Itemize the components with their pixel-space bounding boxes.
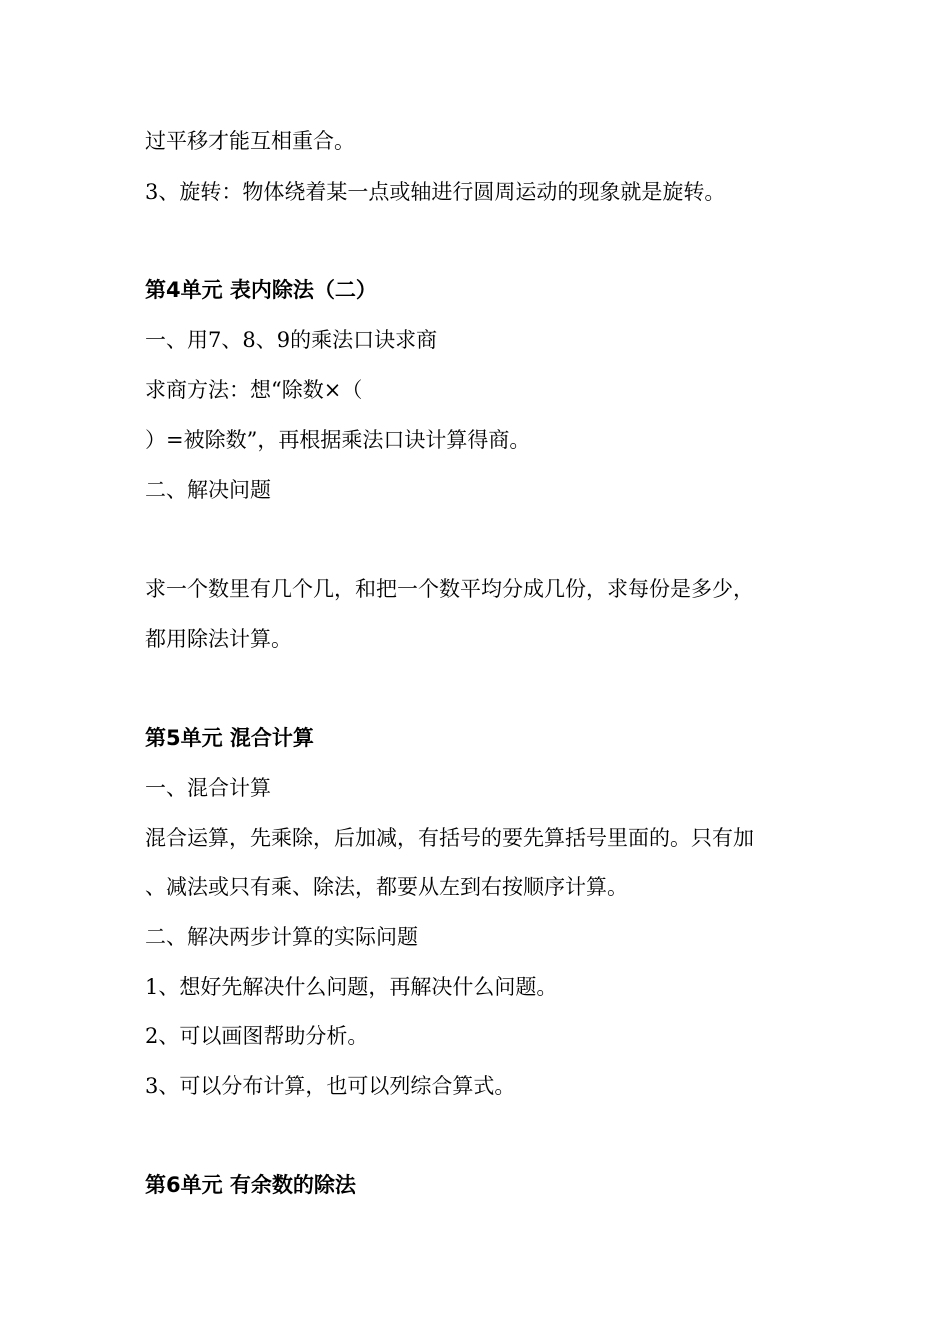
paragraph-line: 、减法或只有乘、除法，都要从左到右按顺序计算。	[145, 875, 628, 899]
paragraph-line: 都用除法计算。	[145, 627, 292, 651]
paragraph-line: 混合运算，先乘除，后加减，有括号的要先算括号里面的。只有加	[145, 826, 754, 850]
unit-5-heading: 第5单元 混合计算	[145, 726, 314, 750]
section-heading: 一、混合计算	[145, 776, 271, 800]
list-item: 3、可以分布计算，也可以列综合算式。	[145, 1074, 516, 1098]
paragraph-line: 3、旋转：物体绕着某一点或轴进行圆周运动的现象就是旋转。	[145, 180, 726, 204]
paragraph-line: 求一个数里有几个几，和把一个数平均分成几份，求每份是多少，	[145, 577, 754, 601]
paragraph-line: 求商方法：想“除数×（	[145, 378, 363, 402]
list-item: 2、可以画图帮助分析。	[145, 1024, 369, 1048]
unit-4-heading: 第4单元 表内除法（二）	[145, 278, 377, 302]
section-heading: 一、用7、8、9的乘法口诀求商	[145, 328, 438, 352]
section-heading: 二、解决两步计算的实际问题	[145, 925, 418, 949]
unit-6-heading: 第6单元 有余数的除法	[145, 1173, 356, 1197]
list-item: 1、想好先解决什么问题，再解决什么问题。	[145, 975, 558, 999]
section-heading: 二、解决问题	[145, 478, 271, 502]
paragraph-line: ）=被除数”，再根据乘法口诀计算得商。	[145, 428, 531, 452]
paragraph-line: 过平移才能互相重合。	[145, 129, 355, 153]
